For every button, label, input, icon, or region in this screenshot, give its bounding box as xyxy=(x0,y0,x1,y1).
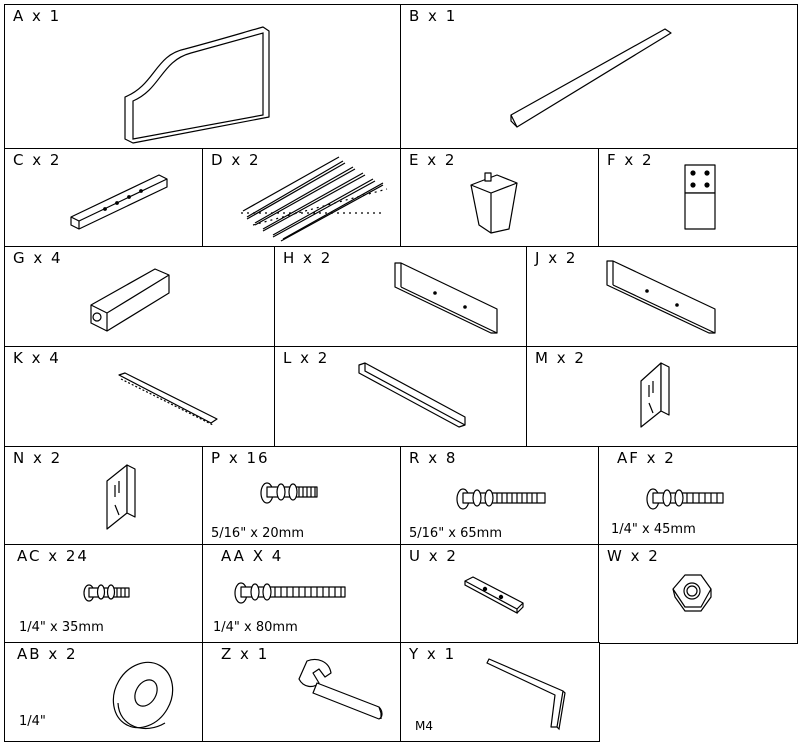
center-rail-illustration xyxy=(275,347,528,448)
part-label-af: AF x 2 xyxy=(617,449,676,467)
part-cell-m xyxy=(526,346,798,448)
part-label-h: H x 2 xyxy=(283,249,333,267)
part-label-j: J x 2 xyxy=(535,249,578,267)
part-cell-b xyxy=(400,4,798,150)
part-cell-g xyxy=(4,246,276,348)
side-rail-j-illustration xyxy=(527,247,798,348)
part-label-aa: AA X 4 xyxy=(221,547,284,565)
part-label-n: N x 2 xyxy=(13,449,63,467)
part-cell-k xyxy=(4,346,276,448)
part-cell-ab xyxy=(4,642,204,742)
part-label-l: L x 2 xyxy=(283,349,330,367)
part-label-d: D x 2 xyxy=(211,151,261,169)
part-size-ab: 1/4" xyxy=(19,714,46,729)
part-cell-c xyxy=(4,148,204,248)
hex-nut-illustration xyxy=(599,545,798,644)
part-cell-j xyxy=(526,246,798,348)
part-cell-r xyxy=(400,446,600,546)
part-size-aa: 1/4" x 80mm xyxy=(213,620,298,635)
part-cell-z xyxy=(202,642,402,742)
part-label-ac: AC x 24 xyxy=(17,547,89,565)
part-cell-e xyxy=(400,148,600,248)
leg-beam-illustration xyxy=(5,149,204,248)
part-size-af: 1/4" x 45mm xyxy=(611,522,696,537)
part-cell-f xyxy=(598,148,798,248)
part-label-m: M x 2 xyxy=(535,349,586,367)
part-cell-y xyxy=(400,642,600,742)
part-label-f: F x 2 xyxy=(607,151,654,169)
part-size-ac: 1/4" x 35mm xyxy=(19,620,104,635)
part-label-r: R x 8 xyxy=(409,449,458,467)
part-label-p: P x 16 xyxy=(211,449,270,467)
part-label-a: A x 1 xyxy=(13,7,62,25)
part-cell-l xyxy=(274,346,528,448)
slats-illustration xyxy=(203,149,402,248)
headboard-illustration xyxy=(5,5,402,150)
part-label-ab: AB x 2 xyxy=(17,645,78,663)
hook-bracket-n-illustration xyxy=(5,447,204,546)
part-cell-af xyxy=(598,446,798,546)
part-label-c: C x 2 xyxy=(13,151,62,169)
slat-holder-illustration xyxy=(5,347,276,448)
part-size-y: M4 xyxy=(415,719,433,733)
part-label-y: Y x 1 xyxy=(409,645,457,663)
part-cell-aa xyxy=(202,544,402,644)
part-cell-ac xyxy=(4,544,204,644)
hook-bracket-m-illustration xyxy=(527,347,798,448)
part-label-e: E x 2 xyxy=(409,151,457,169)
part-size-p: 5/16" x 20mm xyxy=(211,526,304,541)
part-cell-a xyxy=(4,4,402,150)
part-label-g: G x 4 xyxy=(13,249,63,267)
part-cell-u xyxy=(400,544,600,644)
foot-illustration xyxy=(401,149,600,248)
part-cell-d xyxy=(202,148,402,248)
part-cell-h xyxy=(274,246,528,348)
part-label-u: U x 2 xyxy=(409,547,458,565)
part-cell-w xyxy=(598,544,798,644)
part-size-r: 5/16" x 65mm xyxy=(409,526,502,541)
rail-illustration xyxy=(401,5,798,150)
side-rail-h-illustration xyxy=(275,247,528,348)
part-label-k: K x 4 xyxy=(13,349,61,367)
center-leg-illustration xyxy=(5,247,276,348)
wrench-illustration xyxy=(203,643,402,742)
bracket-plate-illustration xyxy=(599,149,798,248)
part-cell-n xyxy=(4,446,204,546)
connector-plate-illustration xyxy=(401,545,600,644)
part-cell-p xyxy=(202,446,402,546)
part-label-b: B x 1 xyxy=(409,7,458,25)
part-label-z: Z x 1 xyxy=(221,645,270,663)
part-label-w: W x 2 xyxy=(607,547,660,565)
